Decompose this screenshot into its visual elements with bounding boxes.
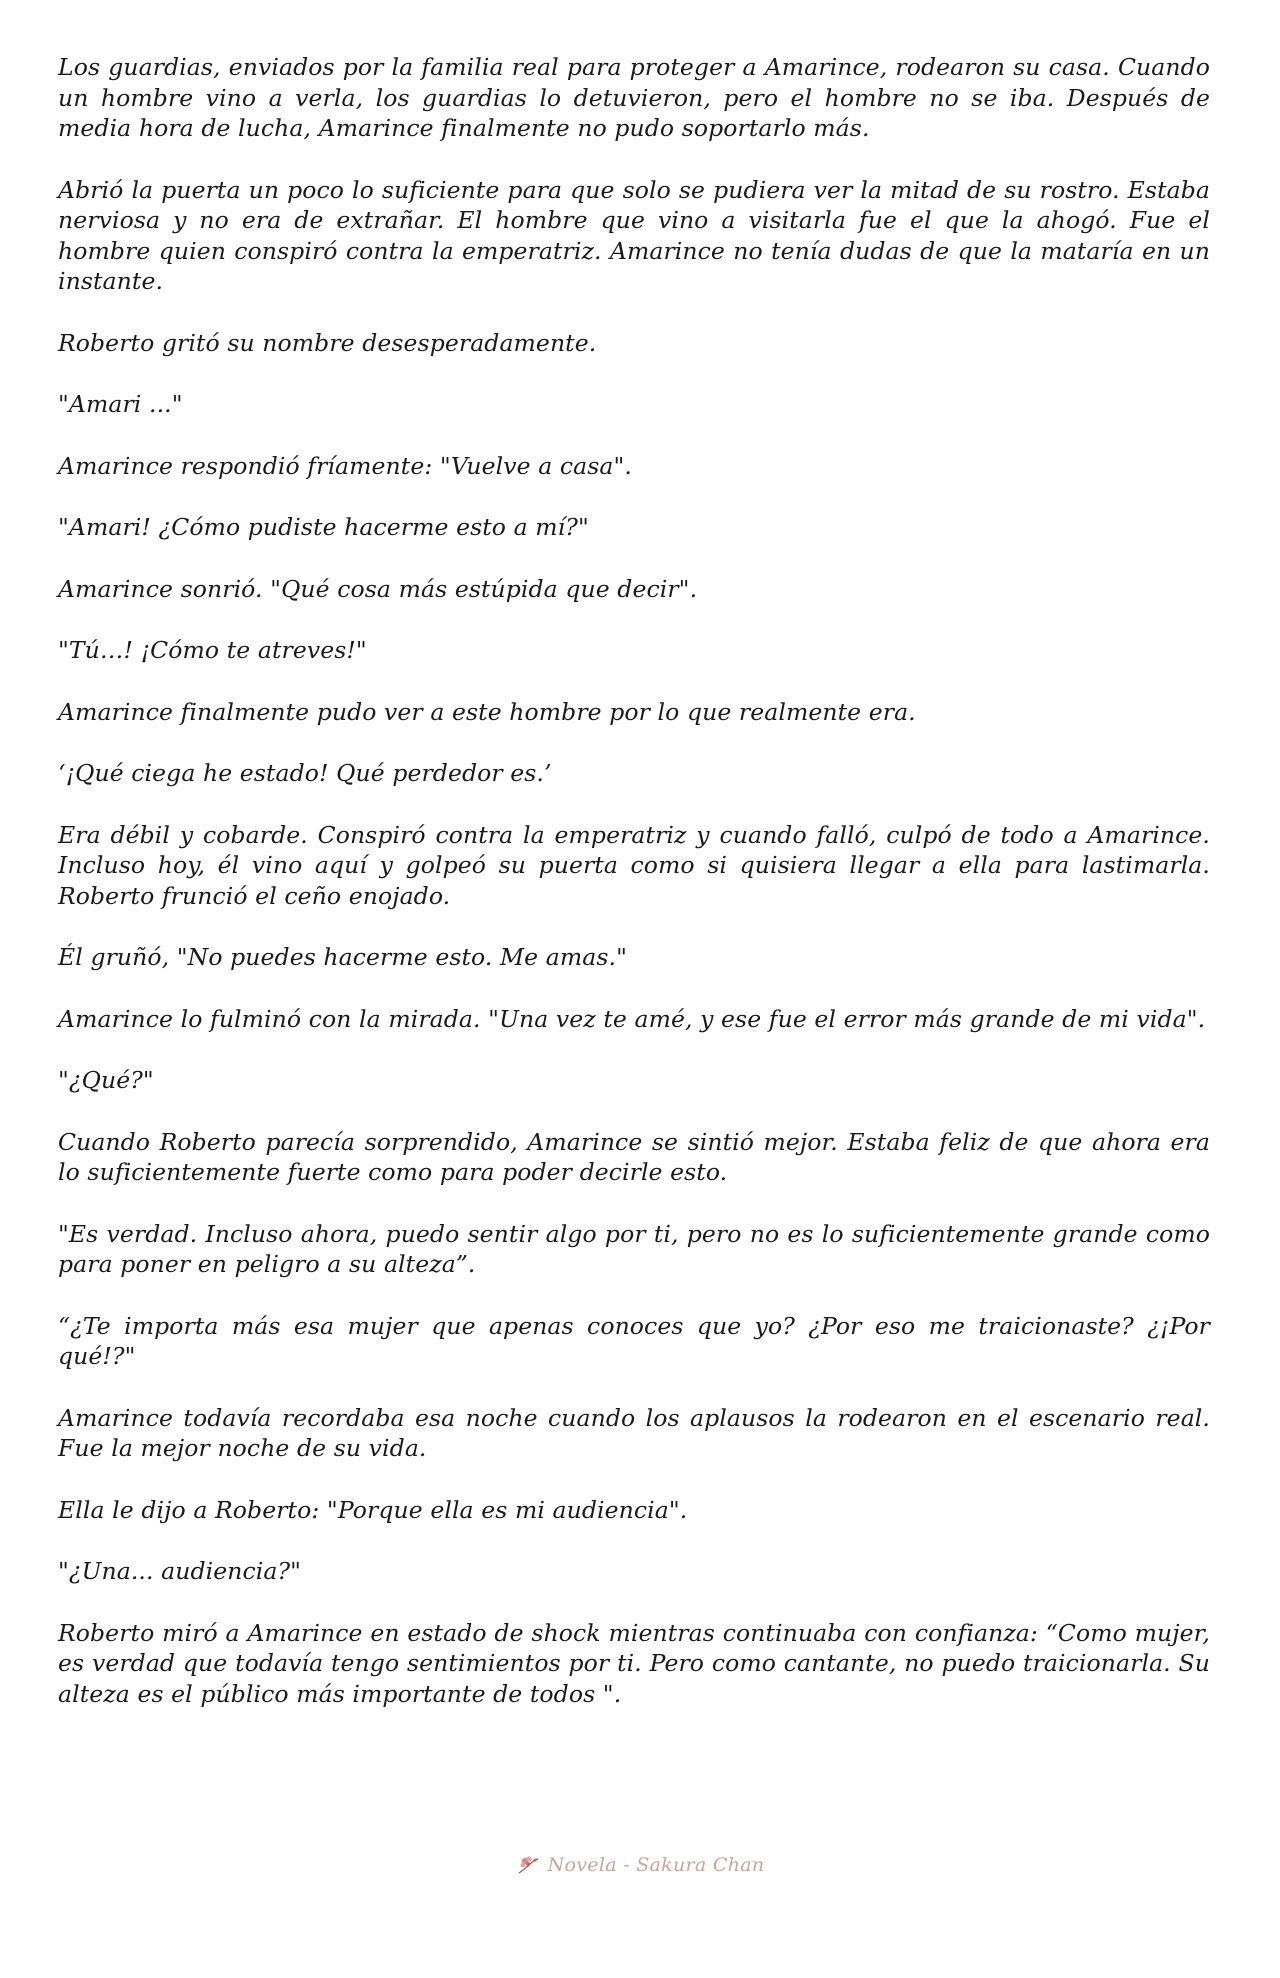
paragraph: "¿Qué?" <box>58 1066 154 1094</box>
paragraph: Amarince finalmente pudo ver a este hombre por lo que realmente era. <box>58 697 916 726</box>
paragraph: Él gruñó, "No puedes hacerme esto. Me amas." <box>58 943 628 971</box>
paragraph: Cuando Roberto parecía sorprendido, Amarince se sintió mejor. Estaba feliz de que ahora era lo suficientemente fuerte como para poder decirle esto. <box>58 1127 1210 1186</box>
document-body <box>58 52 1210 1740</box>
paragraph: ‘¡Qué ciega he estado! Qué perdedor es.’ <box>58 759 552 787</box>
paragraph: Abrió la puerta un poco lo suficiente para que solo se pudiera ver la mitad de su rostro. Estaba nerviosa y no era de extrañar. El hombre que vino a visitarla fue el que la ahogó. Fue el hombre quien conspiró contra la emperatriz. Amarince no tenía dudas de que la mataría en un instante. <box>58 175 1210 295</box>
paragraph: Amarince sonrió. "Qué cosa más estúpida que decir". <box>58 574 698 603</box>
paragraph: "Amari! ¿Cómo pudiste hacerme esto a mí?" <box>58 513 589 541</box>
sakura-flower-icon <box>516 1854 542 1876</box>
paragraph: Amarince respondió fríamente: "Vuelve a casa". <box>58 451 633 480</box>
paragraph: Era débil y cobarde. Conspiró contra la emperatriz y cuando falló, culpó de todo a Amarince. Incluso hoy, él vino aquí y golpeó su puerta como si quisiera llegar a ella para lastimarla. Roberto frunció el ceño enojado. <box>58 820 1210 910</box>
paragraph: "Amari ..." <box>58 390 183 418</box>
paragraph: Amarince lo fulminó con la mirada. "Una vez te amé, y ese fue el error más grande de mi vida". <box>58 1004 1206 1033</box>
paragraph: “¿Te importa más esa mujer que apenas conoces que yo? ¿Por eso me traicionaste? ¿¡Por qué!?" <box>58 1311 1210 1370</box>
footer-watermark <box>0 1854 1280 1876</box>
paragraph: "¿Una... audiencia?" <box>58 1557 302 1585</box>
paragraph: "Tú…! ¡Cómo te atreves!" <box>58 636 367 664</box>
paragraph: Ella le dijo a Roberto: "Porque ella es mi audiencia". <box>58 1495 688 1524</box>
paragraph: Roberto miró a Amarince en estado de shock mientras continuaba con confianza: “Como mujer, es verdad que todavía tengo sentimientos por ti. Pero como cantante, no puedo traicionarla. Su alteza es el público más importante de todos ". <box>58 1618 1210 1708</box>
paragraph: Los guardias, enviados por la familia real para proteger a Amarince, rodearon su casa. Cuando un hombre vino a verla, los guardias lo detuvieron, pero el hombre no se iba. Después de media hora de lucha, Amarince finalmente no pudo soportarlo más. <box>58 53 1210 142</box>
paragraph: Roberto gritó su nombre desesperadamente. <box>58 328 597 357</box>
footer-text: Novela - Sakura Chan <box>547 1854 765 1876</box>
paragraph: "Es verdad. Incluso ahora, puedo sentir algo por ti, pero no es lo suficientemente grande como para poner en peligro a su alteza”. <box>58 1219 1210 1278</box>
paragraph: Amarince todavía recordaba esa noche cuando los aplausos la rodearon en el escenario real. Fue la mejor noche de su vida. <box>58 1403 1210 1462</box>
